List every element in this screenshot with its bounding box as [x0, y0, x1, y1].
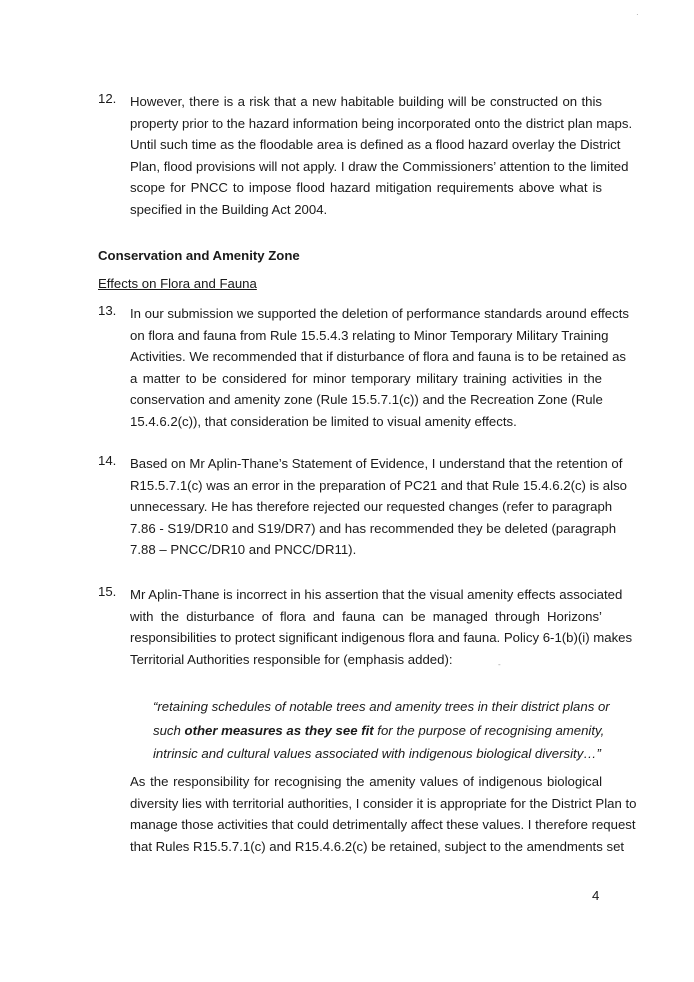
- text-line: Territorial Authorities responsible for (emphasis added):: [130, 651, 453, 667]
- page-number: 4: [592, 888, 600, 903]
- quote-text: for the purpose of recognising amenity,: [373, 722, 605, 738]
- section-subheading: Effects on Flora and Fauna: [98, 276, 257, 291]
- quote-emphasis: other measures as they see fit: [184, 722, 374, 738]
- text-line: Based on Mr Aplin-Thane’s Statement of Evidence, I understand that the retention of: [130, 456, 623, 471]
- text-line: Mr Aplin-Thane is incorrect in his assertion that the visual amenity effects associated: [130, 587, 623, 602]
- text-line: Plan, flood provisions will not apply. I draw the Commissioners’ attention to the limited: [130, 158, 629, 174]
- paragraph-text: [130, 584, 633, 670]
- paragraph-number: 14.: [98, 453, 117, 468]
- text-line: As the responsibility for recognising the amenity values of indigenous biological: [130, 774, 602, 789]
- text-line: Until such time as the floodable area is defined as a flood hazard overlay the District: [130, 137, 621, 152]
- paragraph-12: [98, 91, 633, 220]
- text-line: unnecessary. He has therefore rejected our requested changes (refer to paragraph: [130, 499, 613, 514]
- quote-line: “retaining schedules of notable trees and amenity trees in their district plans or: [153, 699, 610, 714]
- text-line: manage those activities that could detrimentally affect these values. I therefore request: [130, 817, 636, 832]
- scan-speck: ·: [636, 10, 639, 19]
- text-line: However, there is a risk that a new habitable building will be constructed on this: [130, 94, 602, 109]
- paragraph-number: 15.: [98, 584, 117, 599]
- text-line: scope for PNCC to impose flood hazard mitigation requirements above what is: [130, 180, 602, 195]
- text-line: conservation and amenity zone (Rule 15.5.7.1(c)) and the Recreation Zone (Rule: [130, 392, 603, 407]
- paragraph-number: 12.: [98, 91, 117, 106]
- text-line: 7.86 - S19/DR10 and S19/DR7) and has recommended they be deleted (paragraph: [130, 520, 617, 536]
- paragraph-text: [130, 91, 633, 220]
- paragraph-15: [98, 584, 633, 670]
- text-line: 7.88 – PNCC/DR10 and PNCC/DR11).: [130, 542, 357, 557]
- text-line: specified in the Building Act 2004.: [130, 201, 328, 217]
- paragraph-number: 13.: [98, 303, 117, 318]
- text-line: property prior to the hazard information being incorporated onto the district plan maps.: [130, 115, 633, 131]
- paragraph-15-continuation: [130, 771, 637, 857]
- paragraph-text: [130, 303, 629, 432]
- section-heading: Conservation and Amenity Zone: [98, 248, 300, 263]
- text-line: responsibilities to protect significant indigenous flora and fauna. Policy 6-1(b)(i) makes: [130, 630, 633, 645]
- scan-speck: -: [498, 660, 501, 669]
- paragraph-text: [130, 453, 627, 561]
- quote-line: intrinsic and cultural values associated with indigenous biological diversity…”: [153, 746, 601, 761]
- text-line: on flora and fauna from Rule 15.5.4.3 relating to Minor Temporary Military Training: [130, 327, 609, 343]
- policy-quote: [153, 695, 610, 766]
- quote-text: such: [153, 722, 185, 738]
- quote-line: [153, 719, 603, 743]
- paragraph-13: [98, 303, 629, 432]
- text-line: a matter to be considered for minor temporary military training activities in the: [130, 370, 602, 386]
- text-line: that Rules R15.5.7.1(c) and R15.4.6.2(c) be retained, subject to the amendments set: [130, 838, 625, 854]
- paragraph-14: [98, 453, 627, 561]
- text-line: In our submission we supported the deletion of performance standards around effects: [130, 306, 629, 321]
- text-line: Activities. We recommended that if disturbance of flora and fauna is to be retained as: [130, 349, 627, 364]
- text-line: diversity lies with territorial authorities, I consider it is appropriate for the District Plan to: [130, 795, 637, 811]
- text-line: R15.5.7.1(c) was an error in the preparation of PC21 and that Rule 15.4.6.2(c) is also: [130, 477, 627, 493]
- text-line: 15.4.6.2(c)), that consideration be limited to visual amenity effects.: [130, 413, 517, 429]
- text-line: with the disturbance of flora and fauna can be managed through Horizons’: [130, 608, 602, 624]
